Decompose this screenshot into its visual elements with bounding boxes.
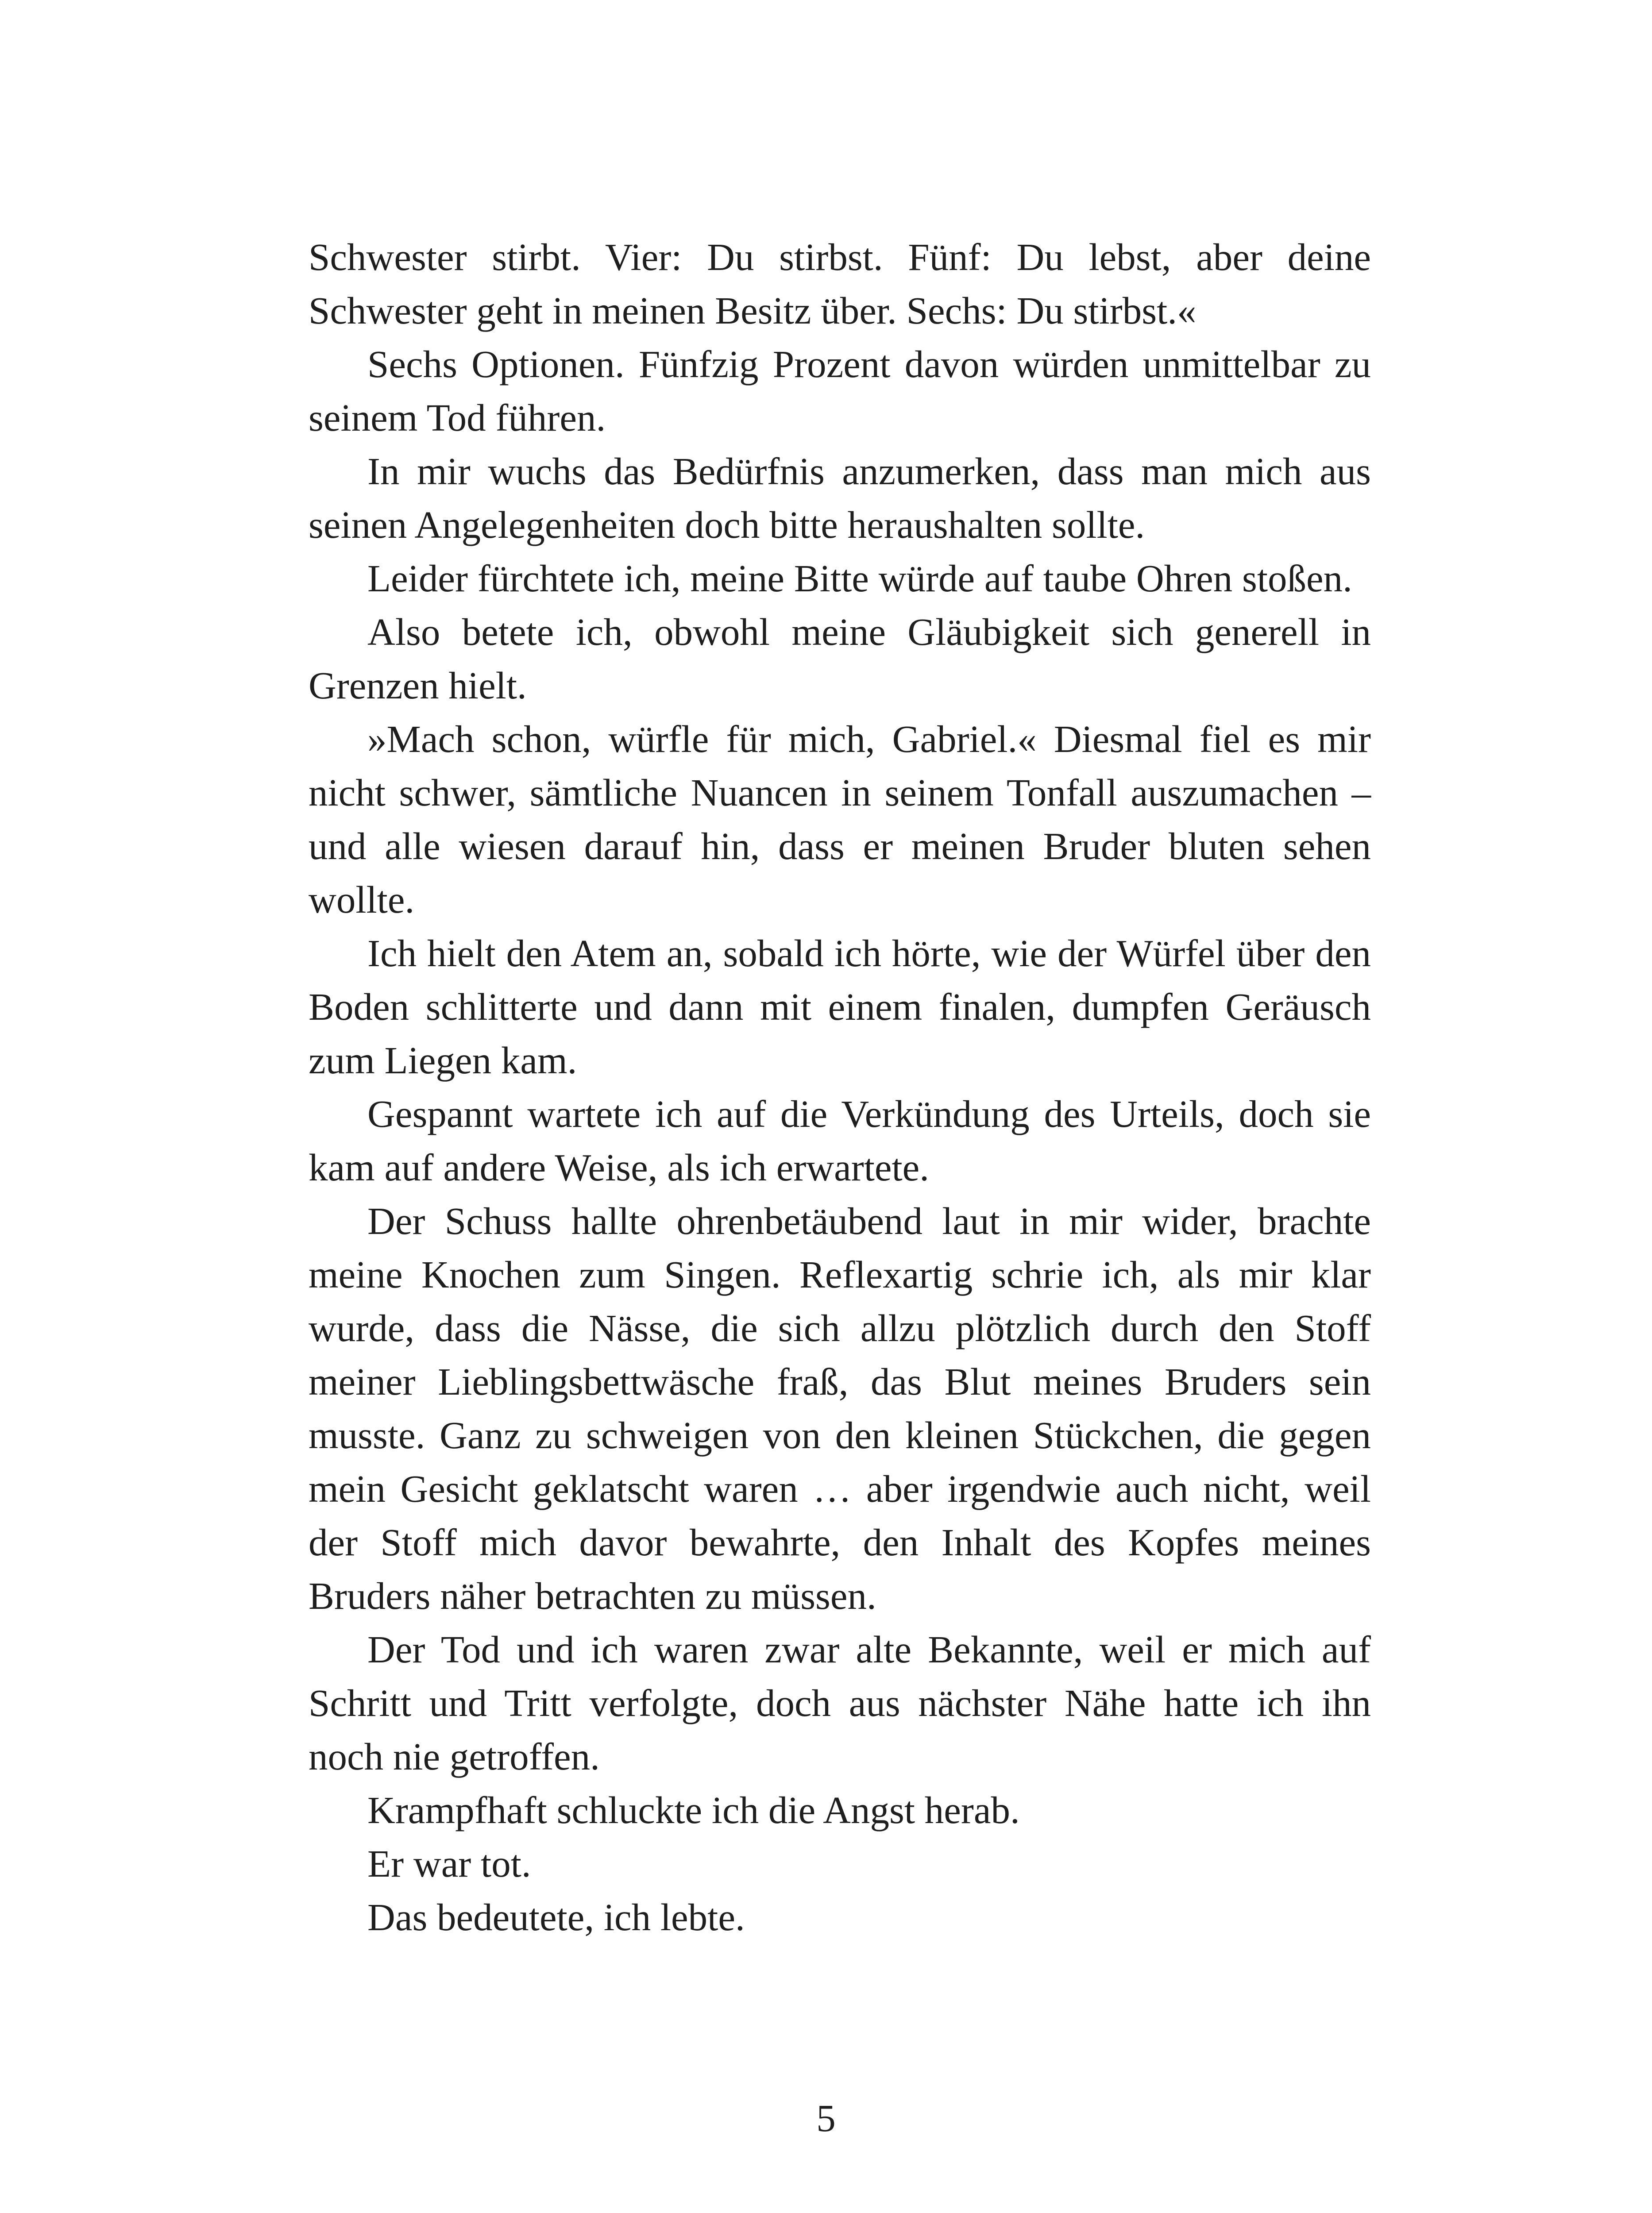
body-text	[309, 230, 1371, 1944]
paragraph-2: Sechs Optionen. Fünfzig Prozent davon würden unmittelbar zu seinem Tod führen.	[309, 343, 1371, 439]
paragraph-8: Gespannt wartete ich auf die Verkündung des Urteils, doch sie kam auf andere Weise, als ich erwartete.	[309, 1092, 1371, 1189]
paragraph-13: Das bedeutete, ich lebte.	[367, 1896, 745, 1939]
paragraph-1: Schwester stirbt. Vier: Du stirbst. Fünf: Du lebst, aber deine Schwester geht in meinen Besitz über. Sechs: Du stirbst.«	[309, 235, 1371, 332]
paragraph-7: Ich hielt den Atem an, sobald ich hörte, wie der Würfel über den Boden schlitterte und dann mit einem finalen, dumpfen Geräusch zum Liegen kam.	[309, 932, 1371, 1082]
page-number: 5	[816, 2097, 836, 2140]
paragraph-9: Der Schuss hallte ohrenbetäubend laut in mir wider, brachte meine Knochen zum Singen. Reflexartig schrie ich, als mir klar wurde, dass die Nässe, die sich allzu plötzlich durch den Stoff meiner Lieblingsbettwäsche fraß, das Blut meines Bruders sein musste. Ganz zu schweigen von den kleinen Stückchen, die gegen mein Gesicht geklatscht waren … aber irgendwie auch nicht, weil der Stoff mich davor bewahrte, den Inhalt des Kopfes meines Bruders näher betrachten zu müssen.	[309, 1199, 1371, 1617]
paragraph-12: Er war tot.	[367, 1842, 531, 1885]
paragraph-10: Der Tod und ich waren zwar alte Bekannte, weil er mich auf Schritt und Tritt verfolgte, doch aus nächster Nähe hatte ich ihn noch nie getroffen.	[309, 1628, 1371, 1778]
paragraph-6: »Mach schon, würfle für mich, Gabriel.« Diesmal fiel es mir nicht schwer, sämtliche Nuancen in seinem Tonfall auszumachen – und alle wiesen darauf hin, dass er meinen Bruder bluten sehen wollte.	[309, 717, 1371, 921]
paragraph-4: Leider fürchtete ich, meine Bitte würde auf taube Ohren stoßen.	[367, 557, 1352, 600]
paragraph-3: In mir wuchs das Bedürfnis anzumerken, dass man mich aus seinen Angelegenheiten doch bitte heraushalten sollte.	[309, 450, 1371, 546]
paragraph-5: Also betete ich, obwohl meine Gläubigkeit sich generell in Grenzen hielt.	[309, 610, 1371, 707]
paragraph-11: Krampfhaft schluckte ich die Angst herab.	[367, 1789, 1020, 1831]
